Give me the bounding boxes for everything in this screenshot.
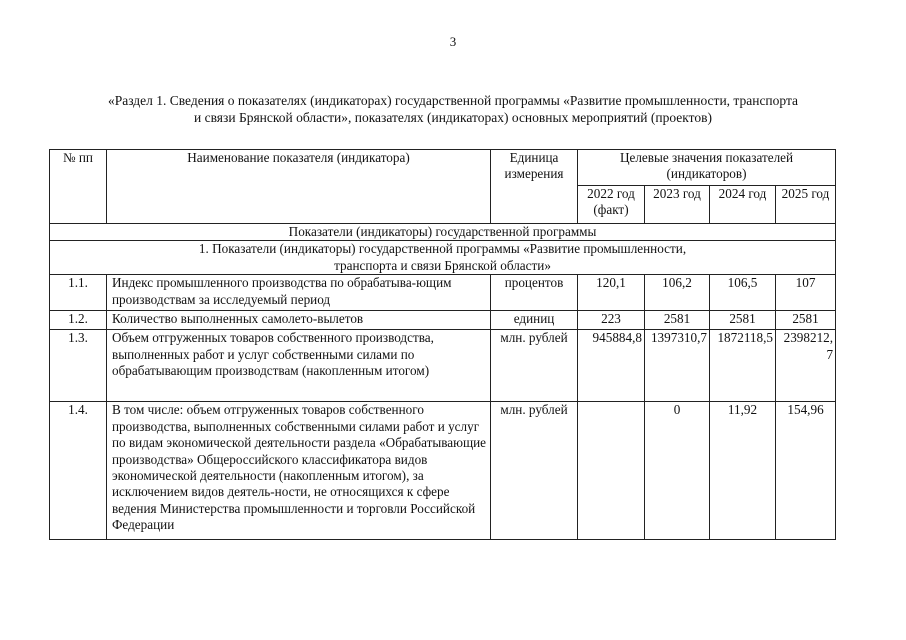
header-targets: Целевые значения показателей (индикаторов): [578, 150, 836, 186]
heading-line-2: и связи Брянской области», показателях (индикаторах) основных мероприятий (проектов): [194, 110, 712, 125]
section-title-row: Показатели (индикаторы) государственной программы: [50, 224, 836, 241]
table-row: [50, 330, 836, 402]
row-num: 1.2.: [50, 311, 107, 330]
subsection-title-row: [50, 241, 836, 275]
row-value-2025: 2398212,7: [776, 330, 836, 402]
row-name: В том числе: объем отгруженных товаров собственного производства, выполненных собственными силами работ и услуг по видам экономической деятельности раздела «Обрабатывающие производства» Общероссийского классификатора видов экономической деятельности (накопленным итогом), за исключением видов деятель-ности, не относящихся к сфере ведения Министерства промышленности и торговли Российской Федерации: [107, 402, 491, 540]
row-value-2025: 2581: [776, 311, 836, 330]
row-unit: единиц: [491, 311, 578, 330]
row-value-2024: 106,5: [710, 275, 776, 311]
row-value-2022: 945884,8: [578, 330, 645, 402]
row-value-2023: 1397310,7: [645, 330, 710, 402]
row-unit: млн. рублей: [491, 402, 578, 540]
row-value-2023: 0: [645, 402, 710, 540]
row-name: Индекс промышленного производства по обрабатыва-ющим производствам за исследуемый период: [107, 275, 491, 311]
subsection-line-2: транспорта и связи Брянской области»: [334, 257, 551, 273]
header-year-2023: 2023 год: [645, 186, 710, 224]
row-num: 1.3.: [50, 330, 107, 402]
section-heading: [50, 92, 856, 126]
header-year-2025: 2025 год: [776, 186, 836, 224]
row-unit: процентов: [491, 275, 578, 311]
heading-line-1: «Раздел 1. Сведения о показателях (индикаторах) государственной программы «Развитие промышленности, транспорта: [107, 93, 799, 108]
page-number: 3: [449, 34, 457, 49]
header-unit: Единица измерения: [491, 150, 578, 224]
indicators-table: [49, 149, 836, 540]
row-value-2024: 11,92: [710, 402, 776, 540]
row-value-2025: 154,96: [776, 402, 836, 540]
row-num: 1.1.: [50, 275, 107, 311]
row-num: 1.4.: [50, 402, 107, 540]
table-row: [50, 402, 836, 540]
header-name: Наименование показателя (индикатора): [107, 150, 491, 224]
row-value-2023: 2581: [645, 311, 710, 330]
header-year-2022: 2022 год (факт): [578, 186, 645, 224]
row-value-2022: 120,1: [578, 275, 645, 311]
header-num: № пп: [50, 150, 107, 224]
row-value-2025: 107: [776, 275, 836, 311]
row-value-2024: 1872118,5: [710, 330, 776, 402]
table-row: [50, 275, 836, 311]
row-name: Количество выполненных самолето-вылетов: [107, 311, 491, 330]
row-value-2022: 223: [578, 311, 645, 330]
row-value-2022: [578, 402, 645, 540]
row-value-2023: 106,2: [645, 275, 710, 311]
row-name: Объем отгруженных товаров собственного производства, выполненных работ и услуг собственными силами по обрабатывающим производствам (накопленным итогом): [107, 330, 491, 402]
header-year-2024: 2024 год: [710, 186, 776, 224]
subsection-line-1: 1. Показатели (индикаторы) государственной программы «Развитие промышленности,: [198, 241, 687, 257]
table-row: [50, 311, 836, 330]
row-value-2024: 2581: [710, 311, 776, 330]
row-unit: млн. рублей: [491, 330, 578, 402]
